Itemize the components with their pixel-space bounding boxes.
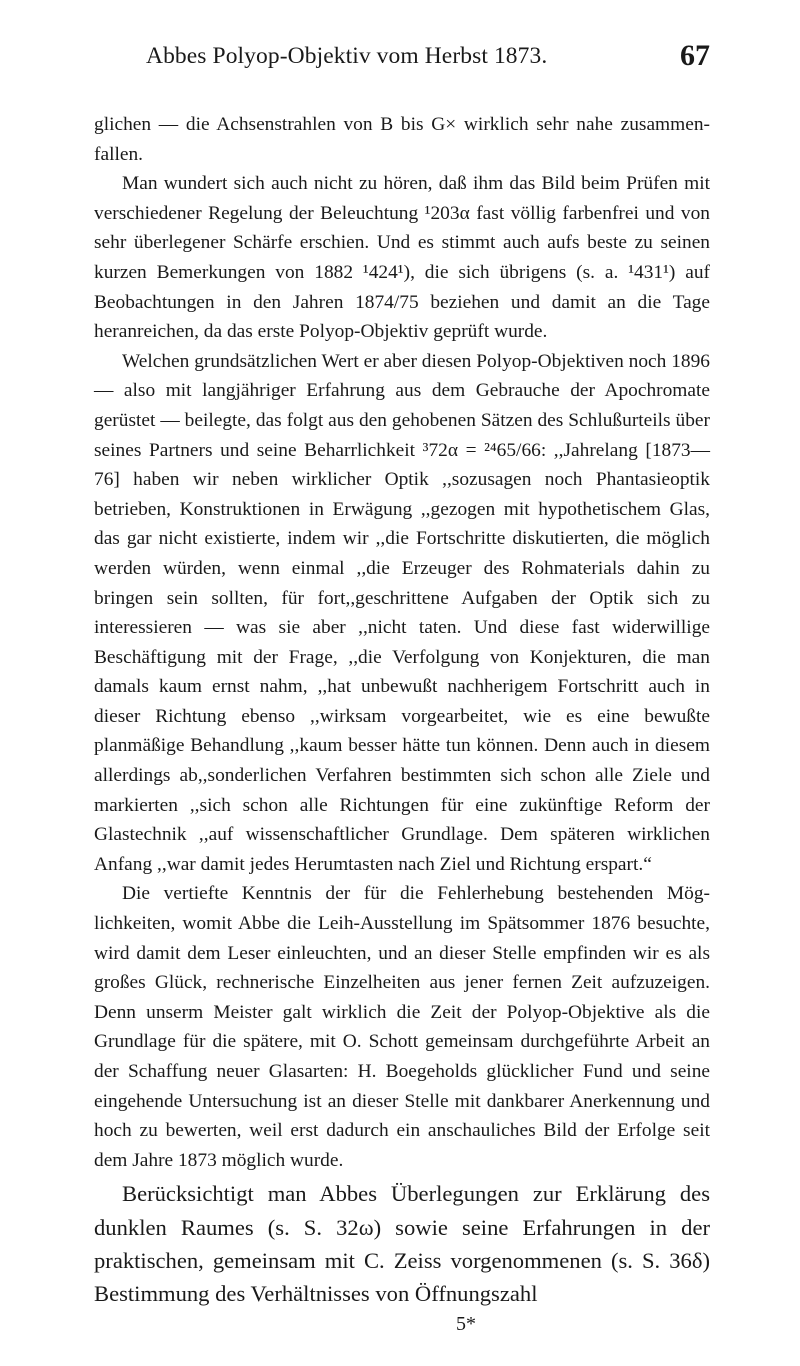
large-paragraph: Berücksichtigt man Abbes Überlegungen zur Erklärung des dunklen Raumes (s. S. 32ω) sowie seine Erfahrungen in der praktischen, gemeinsam mit C. Zeiss vorgenommenen (s. S. 36δ) Bestimmung des Verhältnisses von Öffnungszahl — [94, 1181, 710, 1306]
running-head-title: Abbes Polyop-Objektiv vom Herbst 1873. — [146, 43, 548, 69]
large-type-text — [94, 1177, 710, 1310]
paragraph-3: Welchen grundsätzlichen Wert er aber diesen Polyop-Objektiven noch 1896 — also mit langjähriger Erfahrung aus dem Gebrauche der Apochromate gerüstet — beilegte, das folgt aus den gehobenen Sätzen des Schlußurteils über seines Partners und seine Beharrlichkeit ³72α = ²⁴65/66: ,,Jahrelang [1873—76] haben wir neben wirklicher Optik ,,sozusagen noch Phantasieoptik betrieben, Konstruktionen in Erwägung ,,gezogen mit hypothetischem Glas, das gar nicht existierte, indem wir ,,die Fortschritte diskutierten, die möglich werden würden, wenn einmal ,,die Erzeuger des Rohmaterials dahin zu bringen sein sollten, für fort,,geschrittene Aufgaben der Optik sich zu interessieren — was sie aber ,,nicht taten. Und diese fast widerwillige Beschäftigung mit der Frage, ,,die Verfolgung von Konjekturen, die man damals kaum ernst nahm, ,,hat unbewußt nachherigem Fortschritt auch in dieser Richtung ebenso ,,wirksam vorgearbeitet, wie es eine bewußte planmäßige Behandlung ,,kaum besser hätte tun können. Denn auch in diesem allerdings ab,,sonderlichen Verfahren bestimmten sich schon alle Ziele und markierten ,,sich schon alle Richtungen für eine zukünftige Reform der Glastechnik ,,auf wissenschaftlicher Grundlage. Dem späteren wirklichen Anfang ,,war damit jedes Herumtasten nach Ziel und Richtung erspart.“ — [94, 350, 710, 875]
paragraph-1: glichen — die Achsenstrahlen von B bis G× wirklich sehr nahe zusammenfallen. — [94, 114, 710, 165]
paragraph-4: Die vertiefte Kenntnis der für die Fehlerhebung bestehenden Möglichkeiten, womit Abbe die Leih-Ausstellung im Spätsommer 1876 besuchte, wird damit dem Leser einleuchten, und an dieser Stelle empfinden wir es als großes Glück, rechnerische Einzelheiten aus jener fernen Zeit aufzuzeigen. Denn unserm Meister galt wirklich die Zeit der Polyop-Objektive als die Grundlage für die spätere, mit O. Schott gemeinsam durchgeführte Arbeit an der Schaffung neuer Glasarten: H. Boegeholds glücklicher Fund und seine eingehende Untersuchung ist an dieser Stelle mit dankbarer Anerkennung und hoch zu bewerten, weil erst dadurch ein anschauliches Bild der Erfolge seit dem Jahre 1873 möglich wurde. — [94, 883, 710, 1171]
running-head — [94, 30, 710, 82]
body-text — [94, 110, 710, 1175]
signature-mark: 5* — [456, 1313, 476, 1336]
book-page — [94, 30, 710, 1338]
page-number: 67 — [680, 39, 710, 72]
paragraph-2: Man wundert sich auch nicht zu hören, daß ihm das Bild beim Prüfen mit verschiedener Regelung der Beleuchtung ¹203α fast völlig farbenfrei und von sehr überlegener Schärfe erschien. Und es stimmt auch aufs beste zu seinen kurzen Bemerkungen von 1882 ¹424¹), die sich übrigens (s. a. ¹431¹) auf Beobachtungen in den Jahren 1874/75 beziehen und damit an die Tage heranreichen, da das erste Polyop-Objektiv geprüft wurde. — [94, 173, 710, 343]
